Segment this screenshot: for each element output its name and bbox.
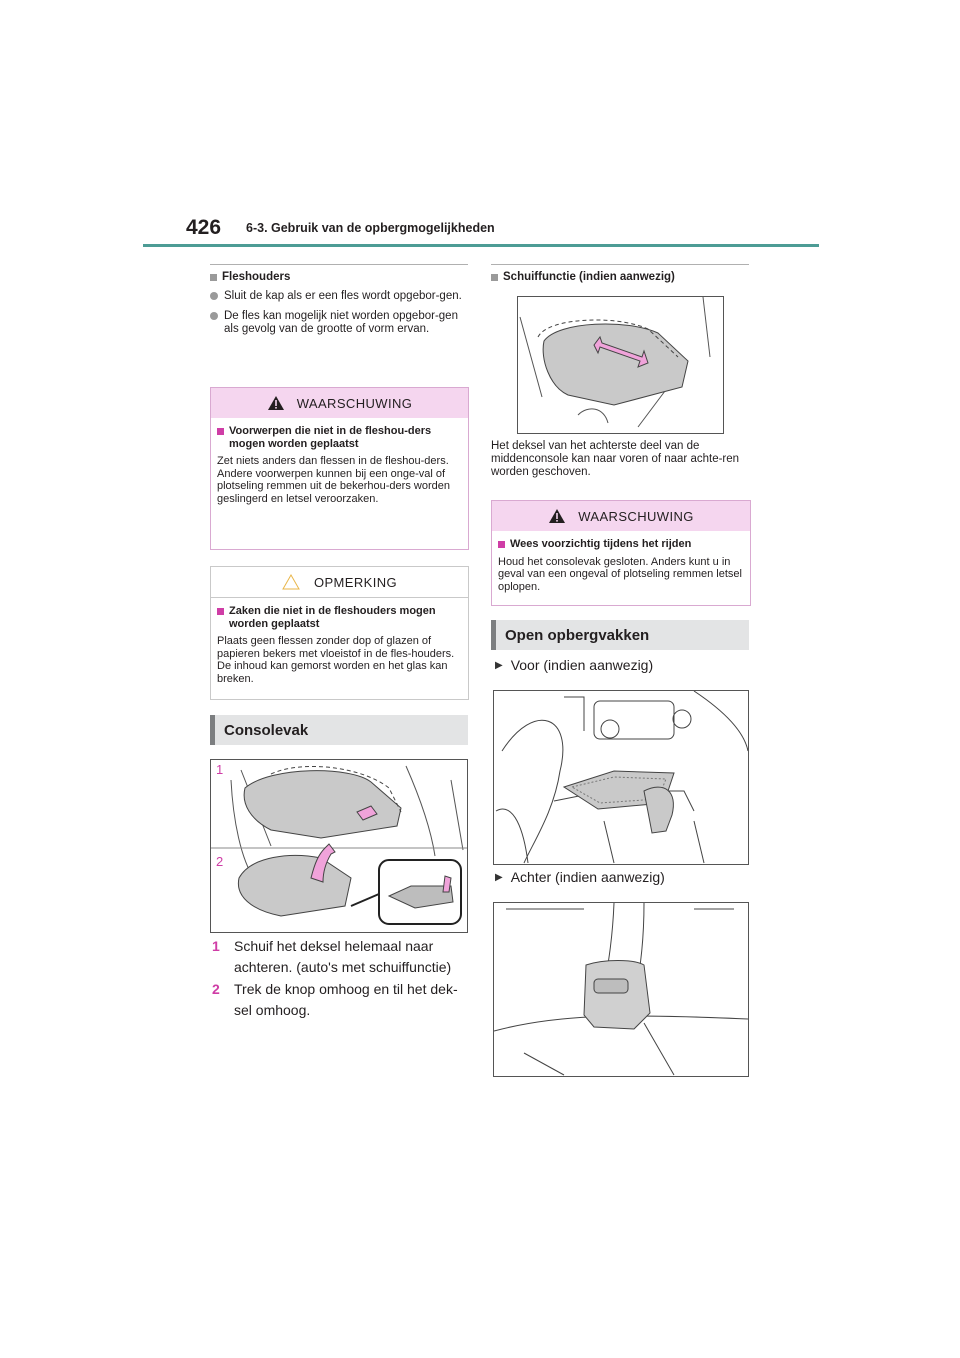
warning-triangle-icon xyxy=(267,395,285,411)
square-bullet-icon xyxy=(217,608,224,615)
section-divider xyxy=(210,264,468,265)
triangle-arrow-icon: ▶ xyxy=(495,871,503,883)
front-item: ▶ Voor (indien aanwezig) xyxy=(495,657,654,673)
warning-text: Zet niets anders dan flessen in de fleshou-ders. Andere voorwerpen kunnen bij een onge-val of plotseling remmen uit de bekerhou-ders worden geslingerd en letsel veroorzaken. xyxy=(217,455,450,505)
note-header: OPMERKING xyxy=(211,567,468,598)
rear-item: ▶ Achter (indien aanwezig) xyxy=(495,869,665,885)
figure-label-1: 1 xyxy=(216,762,224,777)
note-box xyxy=(210,566,469,700)
schuif-figure xyxy=(517,296,724,434)
square-bullet-icon xyxy=(498,541,505,548)
page-number: 426 xyxy=(186,216,222,239)
square-bullet-icon xyxy=(217,428,224,435)
consolevak-heading: Consolevak xyxy=(210,715,468,745)
square-bullet-icon xyxy=(210,274,217,281)
figure-label-2: 2 xyxy=(216,854,224,869)
schuif-section xyxy=(491,264,749,283)
armrest-illustration xyxy=(211,760,467,932)
step-item: 2 Trek de knop omhoog en til het dek-sel omhoog. xyxy=(212,981,458,1018)
bullet-item: Sluit de kap als er een fles wordt opgebor-gen. xyxy=(210,290,468,303)
warning-text: Houd het consolevak gesloten. Anders kunt u in geval van een ongeval of plotseling remmen letsel oplopen. xyxy=(498,555,742,593)
fleshouders-title: Fleshouders xyxy=(210,271,468,283)
front-console-illustration xyxy=(494,691,748,864)
header-rule xyxy=(143,244,819,247)
warning-box xyxy=(491,500,751,606)
bullet-item: De fles kan mogelijk niet worden opgebor-gen als gevolg van de grootte of vorm ervan. xyxy=(210,310,468,336)
warning-triangle-icon xyxy=(548,508,566,524)
warning-header: WAARSCHUWING xyxy=(211,388,468,418)
step-item: 1 Schuif het deksel helemaal naar achteren. (auto's met schuiffunctie) xyxy=(212,938,452,975)
caution-triangle-icon xyxy=(282,574,300,590)
section-divider xyxy=(491,264,749,265)
rear-console-illustration xyxy=(494,903,748,1076)
square-bullet-icon xyxy=(491,274,498,281)
warning-header: WAARSCHUWING xyxy=(492,501,750,531)
rear-storage-figure xyxy=(493,902,749,1077)
note-text: Plaats geen flessen zonder dop of glazen of papieren bekers met vloeistof in de fles-houders. De inhoud kan gemorst worden en het glas kan breken. xyxy=(217,635,455,685)
note-subtitle: Zaken die niet in de fleshouders mogen worden geplaatst xyxy=(217,605,462,630)
fleshouders-section xyxy=(210,264,468,336)
warning-box xyxy=(210,387,469,550)
dot-bullet-icon xyxy=(210,312,218,320)
chapter-title: 6-3. Gebruik van de opbergmogelijkheden xyxy=(246,221,495,235)
warning-subtitle: Voorwerpen die niet in de fleshou-ders mogen worden geplaatst xyxy=(217,425,462,450)
open-opbergvakken-heading: Open opbergvakken xyxy=(491,620,749,650)
dot-bullet-icon xyxy=(210,292,218,300)
warning-subtitle: Wees voorzichtig tijdens het rijden xyxy=(498,538,744,551)
triangle-arrow-icon: ▶ xyxy=(495,659,503,671)
front-storage-figure xyxy=(493,690,749,865)
consolevak-figure xyxy=(210,759,468,933)
schuif-text: Het deksel van het achterste deel van de middenconsole kan naar voren of naar achte-ren worden geschoven. xyxy=(491,440,740,478)
schuif-title: Schuiffunctie (indien aanwezig) xyxy=(491,271,749,283)
sliding-lid-illustration xyxy=(518,297,723,433)
